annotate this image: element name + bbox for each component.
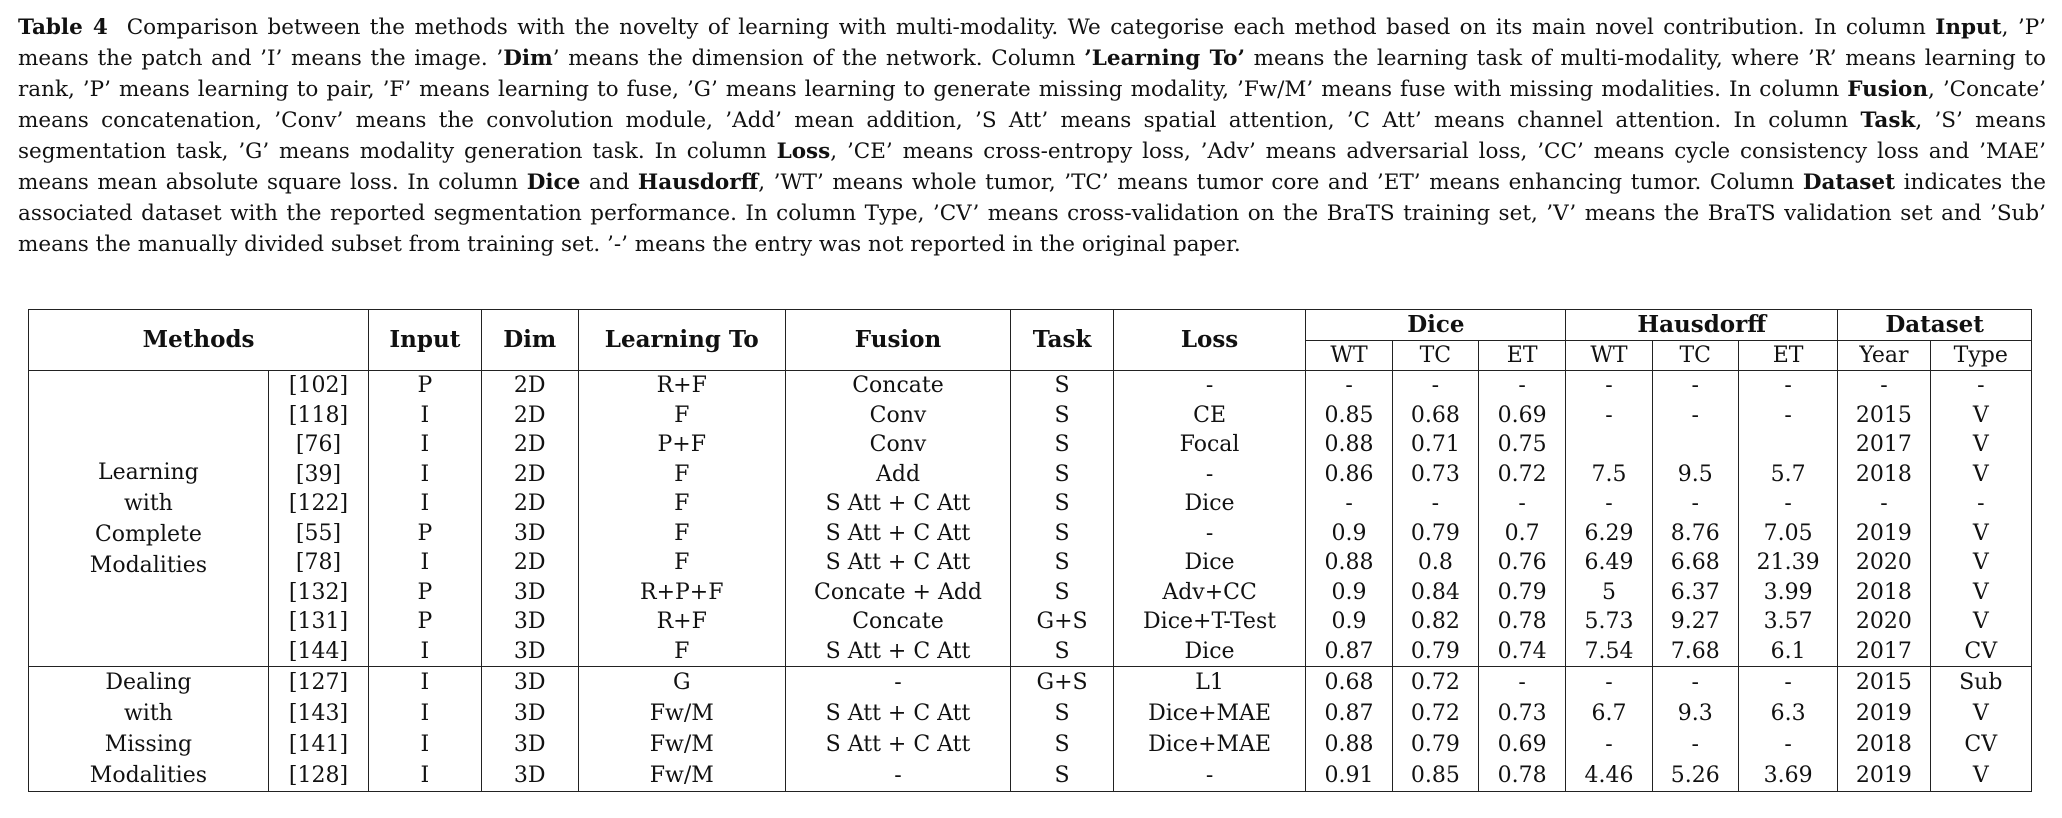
cell-input: I [369, 460, 481, 490]
comparison-table [28, 309, 2032, 792]
caption-keyword: ’Learning To’ [1084, 46, 1245, 71]
cell-input: P [369, 371, 481, 401]
cell-task: S [1011, 548, 1113, 578]
cell-hausdorff-wt [1566, 430, 1652, 460]
cell-learning-to: F [578, 519, 785, 549]
cell-year: 2019 [1838, 698, 1930, 729]
cell-hausdorff-et: - [1738, 667, 1837, 699]
cell-year: 2017 [1838, 637, 1930, 667]
cell-dim: 3D [481, 578, 578, 608]
cell-hausdorff-wt: - [1566, 667, 1652, 699]
cell-learning-to: Fw/M [578, 760, 785, 792]
cell-dice-tc: 0.8 [1392, 548, 1478, 578]
cell-loss: Dice [1113, 489, 1306, 519]
cell-input: I [369, 401, 481, 431]
header-dice-wt: WT [1306, 340, 1392, 371]
group-label-line: Modalities [89, 763, 208, 788]
cell-type: V [1930, 430, 2031, 460]
header-dataset: Dataset [1838, 310, 2032, 341]
cell-loss: Dice+T-Test [1113, 607, 1306, 637]
cell-ref: [122] [268, 489, 368, 519]
header-type: Type [1930, 340, 2031, 371]
cell-fusion: Concate [785, 371, 1011, 401]
cell-dice-tc: 0.72 [1392, 667, 1478, 699]
cell-hausdorff-wt: 6.49 [1566, 548, 1652, 578]
cell-task: S [1011, 371, 1113, 401]
cell-ref: [76] [268, 430, 368, 460]
comparison-table-wrapper [28, 309, 2032, 792]
header-dice-et: ET [1478, 340, 1565, 371]
caption-body [18, 15, 2046, 257]
cell-input: I [369, 760, 481, 792]
cell-hausdorff-tc: 7.68 [1652, 637, 1738, 667]
cell-hausdorff-tc: - [1652, 489, 1738, 519]
cell-dice-tc: 0.84 [1392, 578, 1478, 608]
cell-dim: 2D [481, 489, 578, 519]
cell-task: S [1011, 519, 1113, 549]
cell-task: S [1011, 460, 1113, 490]
cell-ref: [131] [268, 607, 368, 637]
cell-loss: - [1113, 371, 1306, 401]
cell-task: S [1011, 578, 1113, 608]
caption-text: ’ means the dimension of the network. Column [552, 46, 1085, 71]
cell-input: I [369, 637, 481, 667]
cell-dice-tc: 0.79 [1392, 519, 1478, 549]
cell-hausdorff-tc: - [1652, 371, 1738, 401]
cell-hausdorff-et: 6.3 [1738, 698, 1837, 729]
cell-fusion: S Att + C Att [785, 698, 1011, 729]
cell-dice-et: 0.76 [1478, 548, 1565, 578]
group-label-line: Dealing [105, 670, 192, 695]
caption-keyword: Fusion [1847, 77, 1929, 102]
cell-ref: [143] [268, 698, 368, 729]
group-label-line: Learning [98, 459, 199, 485]
caption-keyword: Task [1860, 108, 1916, 133]
cell-dice-tc: 0.72 [1392, 698, 1478, 729]
cell-hausdorff-wt: 5 [1566, 578, 1652, 608]
cell-hausdorff-wt: - [1566, 371, 1652, 401]
cell-ref: [102] [268, 371, 368, 401]
header-year: Year [1838, 340, 1930, 371]
cell-hausdorff-et [1738, 430, 1837, 460]
cell-fusion: S Att + C Att [785, 519, 1011, 549]
cell-dim: 3D [481, 698, 578, 729]
table-row [29, 698, 2032, 729]
cell-ref: [127] [268, 667, 368, 699]
cell-hausdorff-wt: 4.46 [1566, 760, 1652, 792]
cell-ref: [118] [268, 401, 368, 431]
cell-dice-tc: 0.82 [1392, 607, 1478, 637]
cell-dice-wt: 0.87 [1306, 637, 1392, 667]
cell-type: - [1930, 371, 2031, 401]
cell-hausdorff-tc: 6.37 [1652, 578, 1738, 608]
cell-learning-to: R+P+F [578, 578, 785, 608]
cell-type: V [1930, 401, 2031, 431]
header-hausdorff-tc: TC [1652, 340, 1738, 371]
cell-dice-et: - [1478, 667, 1565, 699]
cell-ref: [78] [268, 548, 368, 578]
cell-hausdorff-wt: 7.5 [1566, 460, 1652, 490]
header-fusion: Fusion [785, 310, 1011, 371]
group-label [29, 667, 269, 792]
cell-dim: 3D [481, 519, 578, 549]
cell-year: 2018 [1838, 729, 1930, 760]
caption-keyword: Hausdorff [637, 170, 759, 195]
group-label-line: Complete [94, 521, 202, 547]
cell-hausdorff-et: 21.39 [1738, 548, 1837, 578]
cell-input: P [369, 607, 481, 637]
table-body [29, 371, 2032, 792]
cell-fusion: Concate + Add [785, 578, 1011, 608]
header-task: Task [1011, 310, 1113, 371]
table-row [29, 729, 2032, 760]
cell-input: I [369, 548, 481, 578]
cell-fusion: - [785, 760, 1011, 792]
cell-dice-tc: 0.71 [1392, 430, 1478, 460]
table-row [29, 578, 2032, 608]
cell-hausdorff-et: 7.05 [1738, 519, 1837, 549]
cell-dice-wt: 0.87 [1306, 698, 1392, 729]
cell-hausdorff-wt: - [1566, 489, 1652, 519]
cell-dim: 3D [481, 637, 578, 667]
cell-type: V [1930, 548, 2031, 578]
cell-input: I [369, 698, 481, 729]
cell-learning-to: P+F [578, 430, 785, 460]
header-learning-to: Learning To [578, 310, 785, 371]
cell-hausdorff-et: 5.7 [1738, 460, 1837, 490]
header-hausdorff-et: ET [1738, 340, 1837, 371]
cell-dice-wt: - [1306, 489, 1392, 519]
cell-input: P [369, 519, 481, 549]
cell-loss: Dice+MAE [1113, 698, 1306, 729]
cell-dice-et: 0.7 [1478, 519, 1565, 549]
cell-dim: 3D [481, 760, 578, 792]
group-label-line: Modalities [89, 552, 208, 578]
cell-fusion: S Att + C Att [785, 489, 1011, 519]
cell-hausdorff-wt: 6.7 [1566, 698, 1652, 729]
cell-task: S [1011, 489, 1113, 519]
cell-hausdorff-wt: - [1566, 729, 1652, 760]
cell-loss: - [1113, 460, 1306, 490]
cell-dice-et: 0.69 [1478, 401, 1565, 431]
cell-dice-et: 0.78 [1478, 607, 1565, 637]
cell-type: V [1930, 578, 2031, 608]
cell-year: 2018 [1838, 578, 1930, 608]
header-dice: Dice [1306, 310, 1566, 341]
caption-text: , ’S’ means segmentation task, ’G’ means modality generation task. In column [18, 108, 2046, 164]
cell-ref: [132] [268, 578, 368, 608]
cell-dice-tc: 0.79 [1392, 729, 1478, 760]
cell-type: V [1930, 760, 2031, 792]
cell-dim: 2D [481, 401, 578, 431]
cell-loss: CE [1113, 401, 1306, 431]
cell-dim: 2D [481, 548, 578, 578]
cell-loss: Focal [1113, 430, 1306, 460]
cell-fusion: Conv [785, 401, 1011, 431]
caption-text: means the learning task of multi-modality, where ’R’ means learning to rank, ’P’ means learning to pair, ’F’ means learning to fuse, ’G’ means learning to generate missing modality, ’Fw/M’ means fuse with missing modalities. In column [18, 46, 2046, 102]
cell-loss: - [1113, 519, 1306, 549]
table-row [29, 489, 2032, 519]
cell-hausdorff-et: 6.1 [1738, 637, 1837, 667]
cell-task: S [1011, 637, 1113, 667]
cell-loss: Dice+MAE [1113, 729, 1306, 760]
cell-dice-wt: - [1306, 371, 1392, 401]
cell-dice-wt: 0.88 [1306, 729, 1392, 760]
cell-hausdorff-et: - [1738, 729, 1837, 760]
cell-hausdorff-et: 3.69 [1738, 760, 1837, 792]
cell-year: 2015 [1838, 401, 1930, 431]
table-row [29, 519, 2032, 549]
cell-dice-wt: 0.85 [1306, 401, 1392, 431]
cell-hausdorff-tc: - [1652, 667, 1738, 699]
header-hausdorff-wt: WT [1566, 340, 1652, 371]
cell-input: I [369, 430, 481, 460]
group-label-line: with [123, 701, 173, 726]
cell-learning-to: R+F [578, 607, 785, 637]
cell-dice-et: 0.74 [1478, 637, 1565, 667]
cell-ref: [39] [268, 460, 368, 490]
cell-input: I [369, 489, 481, 519]
cell-year: - [1838, 489, 1930, 519]
cell-dice-et: 0.72 [1478, 460, 1565, 490]
cell-dice-wt: 0.91 [1306, 760, 1392, 792]
cell-hausdorff-tc: 6.68 [1652, 548, 1738, 578]
cell-hausdorff-et: - [1738, 489, 1837, 519]
cell-dim: 3D [481, 607, 578, 637]
cell-dice-tc: 0.73 [1392, 460, 1478, 490]
header-hausdorff: Hausdorff [1566, 310, 1838, 341]
caption-text: Comparison between the methods with the novelty of learning with multi-modality. We categorise each method based on its main novel contribution. In column [126, 15, 1936, 40]
caption-keyword: Dataset [1802, 170, 1896, 195]
cell-dice-tc: 0.85 [1392, 760, 1478, 792]
cell-fusion: Conv [785, 430, 1011, 460]
cell-dice-wt: 0.68 [1306, 667, 1392, 699]
cell-hausdorff-wt: - [1566, 401, 1652, 431]
cell-task: S [1011, 760, 1113, 792]
caption-keyword: Loss [776, 139, 831, 164]
cell-task: G+S [1011, 607, 1113, 637]
cell-type: - [1930, 489, 2031, 519]
table-row [29, 460, 2032, 490]
cell-dice-tc: 0.68 [1392, 401, 1478, 431]
cell-type: Sub [1930, 667, 2031, 699]
caption-text: indicates the associated dataset with the reported segmentation performance. In column Type, ’CV’ means cross-validation on the BraTS training set, ’V’ means the BraTS validation set and ’Sub’ means the manually divided subset from training set. ’-’ means the entry was not reported in the original paper. [18, 170, 2046, 257]
cell-loss: Dice [1113, 637, 1306, 667]
cell-task: S [1011, 729, 1113, 760]
cell-learning-to: G [578, 667, 785, 699]
cell-hausdorff-tc: 9.5 [1652, 460, 1738, 490]
cell-learning-to: R+F [578, 371, 785, 401]
cell-hausdorff-tc: 9.27 [1652, 607, 1738, 637]
header-dice-tc: TC [1392, 340, 1478, 371]
cell-loss: - [1113, 760, 1306, 792]
caption-keyword: Input [1935, 15, 2002, 40]
table-row [29, 667, 2032, 699]
cell-hausdorff-tc: 9.3 [1652, 698, 1738, 729]
table-caption [18, 12, 2046, 260]
cell-hausdorff-et: 3.99 [1738, 578, 1837, 608]
caption-text: , ’P’ means the patch and ’I’ means the image. ’ [18, 15, 2046, 71]
cell-dice-et: - [1478, 489, 1565, 519]
cell-dice-wt: 0.88 [1306, 548, 1392, 578]
cell-dice-et: 0.73 [1478, 698, 1565, 729]
cell-learning-to: Fw/M [578, 698, 785, 729]
cell-input: P [369, 578, 481, 608]
cell-task: S [1011, 698, 1113, 729]
cell-dice-tc: 0.79 [1392, 637, 1478, 667]
cell-dice-wt: 0.88 [1306, 430, 1392, 460]
header-input: Input [369, 310, 481, 371]
caption-text: , ’Concate’ means concatenation, ’Conv’ means the convolution module, ’Add’ mean addition, ’S Att’ means spatial attention, ’C Att’ means channel attention. In column [18, 77, 2046, 133]
cell-learning-to: Fw/M [578, 729, 785, 760]
table-row [29, 430, 2032, 460]
table-row [29, 607, 2032, 637]
cell-fusion: - [785, 667, 1011, 699]
table-row [29, 760, 2032, 792]
cell-dice-et: 0.79 [1478, 578, 1565, 608]
cell-hausdorff-tc: 5.26 [1652, 760, 1738, 792]
cell-task: S [1011, 430, 1113, 460]
caption-text: and [580, 170, 638, 195]
cell-dim: 2D [481, 430, 578, 460]
cell-dice-et: 0.69 [1478, 729, 1565, 760]
cell-type: V [1930, 698, 2031, 729]
cell-type: V [1930, 607, 2031, 637]
cell-dice-wt: 0.86 [1306, 460, 1392, 490]
header-methods: Methods [29, 310, 369, 371]
group-label-line: Missing [104, 732, 193, 757]
cell-dim: 3D [481, 667, 578, 699]
cell-task: G+S [1011, 667, 1113, 699]
cell-dice-tc: - [1392, 371, 1478, 401]
cell-year: 2020 [1838, 607, 1930, 637]
cell-year: 2015 [1838, 667, 1930, 699]
cell-learning-to: F [578, 548, 785, 578]
table-row [29, 371, 2032, 401]
cell-hausdorff-wt: 6.29 [1566, 519, 1652, 549]
cell-year: 2018 [1838, 460, 1930, 490]
cell-type: V [1930, 519, 2031, 549]
caption-keyword: Dim [503, 46, 553, 71]
cell-loss: Dice [1113, 548, 1306, 578]
cell-learning-to: F [578, 489, 785, 519]
header-dim: Dim [481, 310, 578, 371]
cell-year: 2017 [1838, 430, 1930, 460]
cell-fusion: S Att + C Att [785, 637, 1011, 667]
cell-hausdorff-wt: 7.54 [1566, 637, 1652, 667]
cell-learning-to: F [578, 460, 785, 490]
cell-dim: 3D [481, 729, 578, 760]
group-label-line: with [123, 490, 173, 516]
cell-year: 2019 [1838, 519, 1930, 549]
cell-dice-wt: 0.9 [1306, 519, 1392, 549]
cell-loss: L1 [1113, 667, 1306, 699]
header-loss: Loss [1113, 310, 1306, 371]
cell-year: 2019 [1838, 760, 1930, 792]
caption-text: , ’CE’ means cross-entropy loss, ’Adv’ means adversarial loss, ’CC’ means cycle consistency loss and ’MAE’ means mean absolute square loss. In column [18, 139, 2046, 195]
cell-ref: [128] [268, 760, 368, 792]
caption-text: , ’WT’ means whole tumor, ’TC’ means tumor core and ’ET’ means enhancing tumor. Column [758, 170, 1803, 195]
caption-label: Table 4 [18, 15, 108, 40]
cell-hausdorff-et: 3.57 [1738, 607, 1837, 637]
cell-hausdorff-wt: 5.73 [1566, 607, 1652, 637]
cell-hausdorff-tc: - [1652, 729, 1738, 760]
cell-dim: 2D [481, 371, 578, 401]
cell-fusion: Concate [785, 607, 1011, 637]
cell-dice-wt: 0.9 [1306, 578, 1392, 608]
cell-type: V [1930, 460, 2031, 490]
cell-fusion: S Att + C Att [785, 548, 1011, 578]
table-row [29, 548, 2032, 578]
group-label [29, 371, 269, 667]
cell-type: CV [1930, 637, 2031, 667]
cell-year: - [1838, 371, 1930, 401]
cell-type: CV [1930, 729, 2031, 760]
cell-dice-et: - [1478, 371, 1565, 401]
cell-loss: Adv+CC [1113, 578, 1306, 608]
cell-dice-et: 0.78 [1478, 760, 1565, 792]
cell-dice-tc: - [1392, 489, 1478, 519]
cell-dim: 2D [481, 460, 578, 490]
caption-keyword: Dice [526, 170, 581, 195]
cell-ref: [141] [268, 729, 368, 760]
cell-ref: [144] [268, 637, 368, 667]
cell-hausdorff-et: - [1738, 371, 1837, 401]
cell-hausdorff-tc [1652, 430, 1738, 460]
cell-hausdorff-tc: 8.76 [1652, 519, 1738, 549]
cell-task: S [1011, 401, 1113, 431]
cell-hausdorff-tc: - [1652, 401, 1738, 431]
table-row [29, 401, 2032, 431]
cell-dice-wt: 0.9 [1306, 607, 1392, 637]
cell-input: I [369, 729, 481, 760]
cell-learning-to: F [578, 637, 785, 667]
cell-year: 2020 [1838, 548, 1930, 578]
cell-dice-et: 0.75 [1478, 430, 1565, 460]
cell-ref: [55] [268, 519, 368, 549]
cell-fusion: S Att + C Att [785, 729, 1011, 760]
cell-hausdorff-et: - [1738, 401, 1837, 431]
cell-input: I [369, 667, 481, 699]
cell-fusion: Add [785, 460, 1011, 490]
cell-learning-to: F [578, 401, 785, 431]
table-row [29, 637, 2032, 667]
